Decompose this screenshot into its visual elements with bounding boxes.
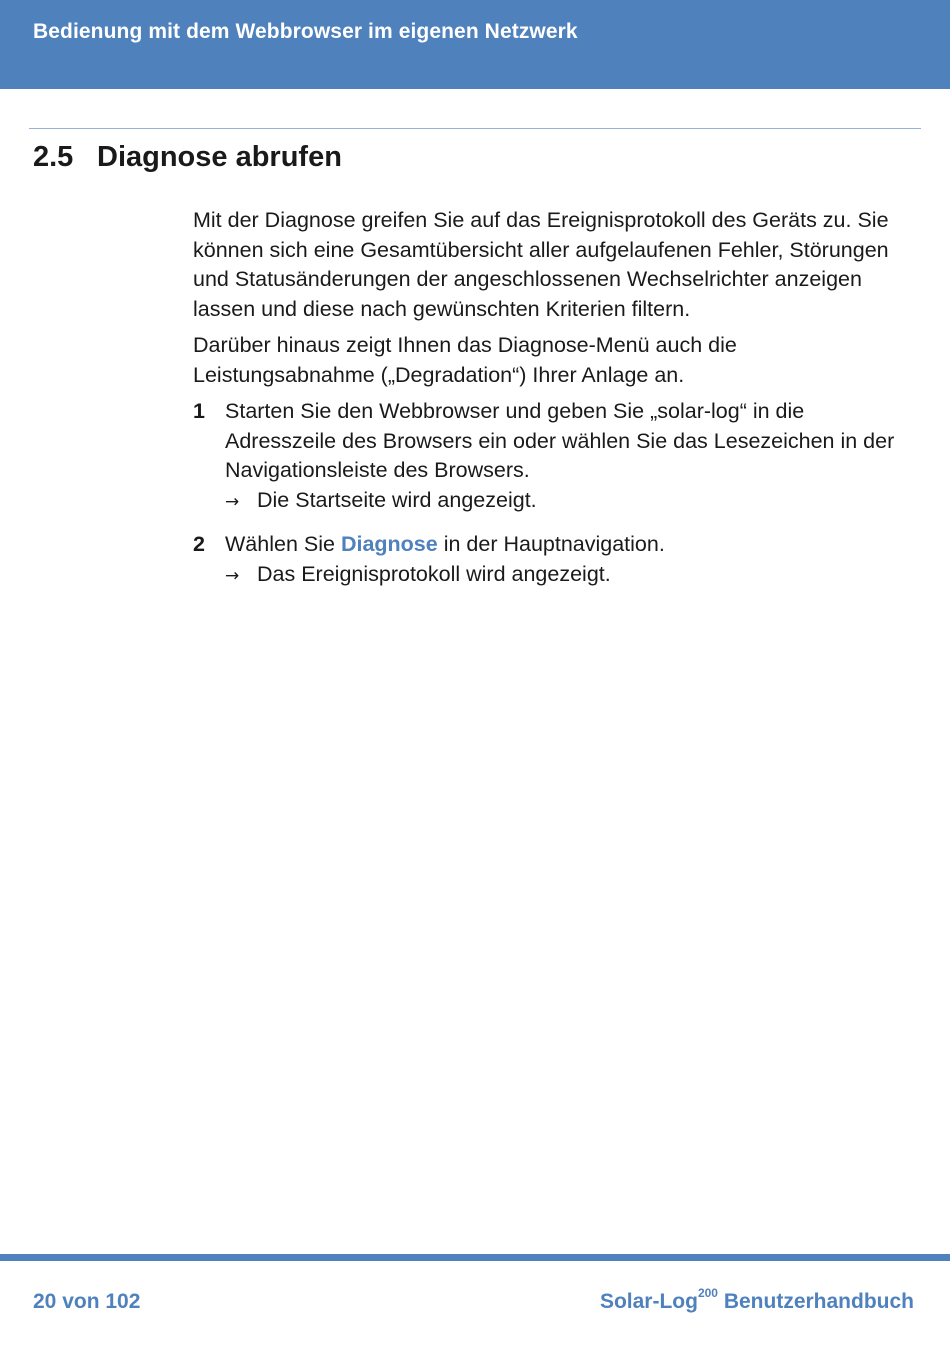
step-result-text: Die Startseite wird angezeigt. <box>257 487 537 512</box>
result-arrow-icon: → <box>225 565 240 586</box>
step-result-text: Das Ereignisprotokoll wird angezeigt. <box>257 561 611 586</box>
product-name: Solar-Log <box>599 1290 698 1313</box>
document-name: Benutzerhandbuch <box>723 1290 914 1313</box>
result-arrow-icon: → <box>225 491 240 512</box>
step-1 <box>193 397 913 517</box>
degradation-paragraph: Darüber hinaus zeigt Ihnen das Diagnose-Menü auch die Leistungsabnahme („Degradation“) Ihrer Anlage an. <box>193 333 737 387</box>
section-title: Diagnose abrufen <box>97 141 342 173</box>
document-title <box>599 1286 914 1314</box>
intro-paragraph: Mit der Diagnose greifen Sie auf das Ereignisprotokoll des Geräts zu. Sie können sich eine Gesamtübersicht aller aufgelaufenen Fehler, Störungen und Statusänderungen der angeschlossenen Wechselrichter anzeigen lassen und diese nach gewünschten Kriterien filtern. <box>193 208 889 321</box>
section-divider <box>29 128 921 129</box>
page-number: 20 von 102 <box>33 1290 141 1313</box>
section-body <box>193 206 913 604</box>
section-heading <box>33 141 342 174</box>
step-text: Starten Sie den Webbrowser und geben Sie „solar-log“ in die Adresszeile des Browsers ein oder wählen Sie das Lesezeichen in der Navigationsleiste des Browsers. <box>225 399 895 482</box>
header-title: Bedienung mit dem Webbrowser im eigenen Netzwerk <box>33 20 578 43</box>
step-result <box>225 560 913 592</box>
page-header-bar <box>0 0 950 89</box>
step-result <box>225 486 913 518</box>
section-number: 2.5 <box>33 141 74 173</box>
step-text-before: Wählen Sie <box>225 532 335 556</box>
product-superscript: 200 <box>697 1286 718 1300</box>
step-number: 2 <box>193 532 205 556</box>
step-2 <box>193 530 913 591</box>
diagnose-menu-link[interactable]: Diagnose <box>340 532 438 556</box>
footer-divider <box>0 1254 950 1261</box>
step-text-after: in der Hauptnavigation. <box>443 532 665 556</box>
step-number: 1 <box>193 399 205 423</box>
instruction-steps <box>193 397 913 591</box>
